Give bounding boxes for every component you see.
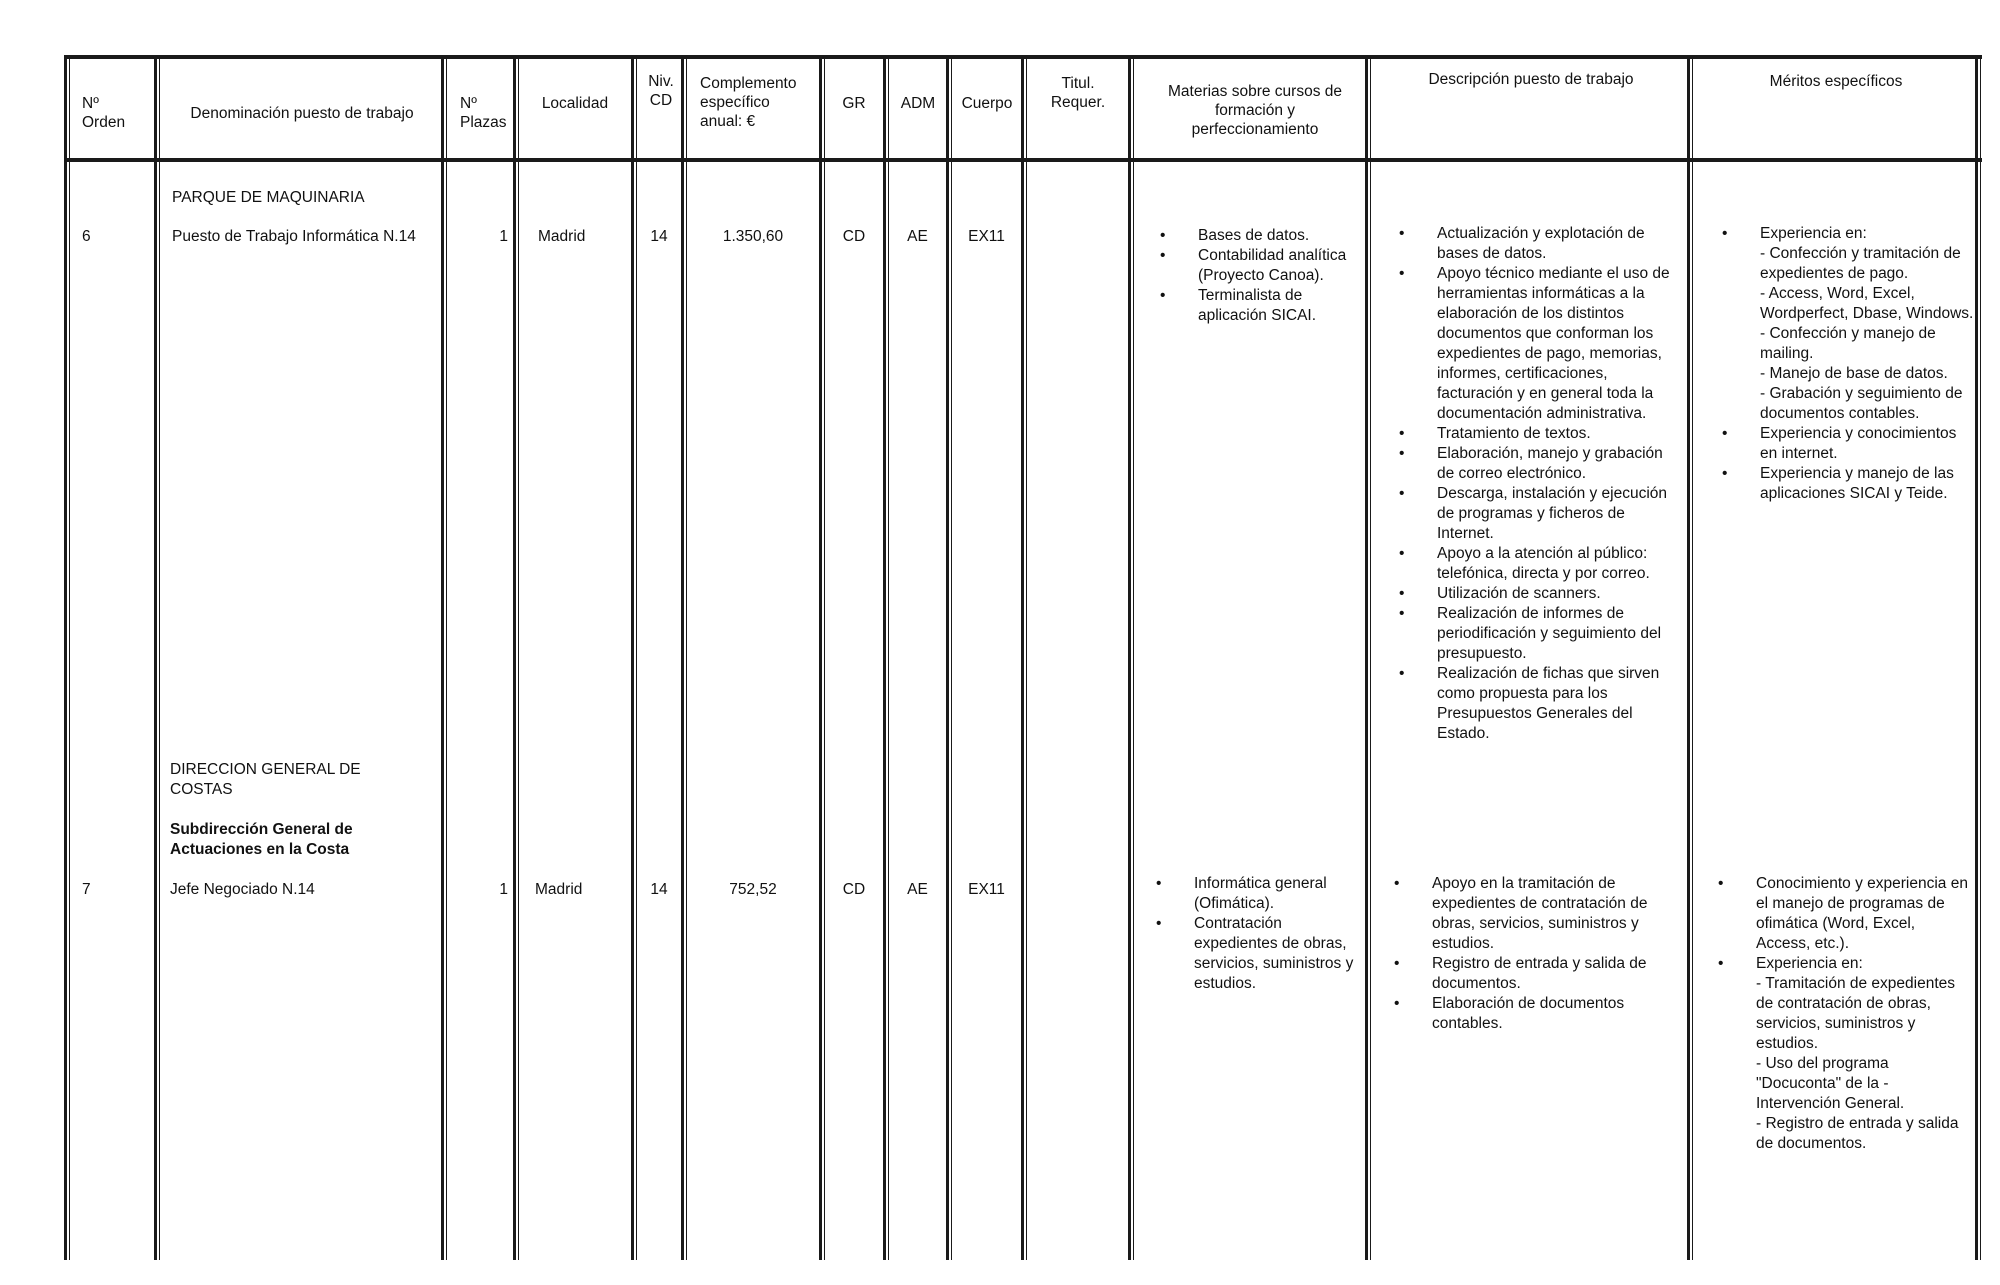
column-divider <box>1128 55 1131 1260</box>
row-meritos <box>1760 224 1975 504</box>
list-item: • Apoyo en la tramitación de expedientes de contratación de obras, servicios, suministros y estudios. <box>1432 874 1677 954</box>
column-divider <box>1980 55 1981 1260</box>
header-adm: ADM <box>900 95 936 112</box>
header-denominacion: Denominación puesto de trabajo <box>190 105 414 122</box>
list-item: • Experiencia en: - Tramitación de expedientes de contratación de obras, servicios, suministros y estudios. - Uso del programa "Docuconta" de la -Intervención General. - Registro de entrada y salida de documentos. <box>1756 954 1972 1154</box>
row-descripcion <box>1432 874 1677 1034</box>
column-divider <box>946 55 949 1260</box>
list-item: • Realización de fichas que sirven como propuesta para los Presupuestos Generales del Estado. <box>1437 664 1682 744</box>
row-gr: CD <box>842 228 866 245</box>
header-nivel: Niv. CD <box>648 73 674 109</box>
row-complemento: 752,52 <box>729 881 777 898</box>
list-item: • Bases de datos. <box>1198 226 1360 246</box>
column-divider <box>518 55 519 1260</box>
header-titul: Titul. Requer. <box>1050 75 1106 111</box>
header-orden: Nº Orden <box>82 95 126 131</box>
row-plazas: 1 <box>499 228 508 245</box>
row-materias <box>1194 874 1360 994</box>
row-nivel: 14 <box>650 228 668 245</box>
list-item: • Experiencia en: - Confección y tramitación de expedientes de pago. - Access, Word, Excel, Wordperfect, Dbase, Windows. - Confección y manejo de mailing. - Manejo de base de datos. - Grabación y seguimiento de documentos contables. <box>1760 224 1975 424</box>
row-denominacion: Jefe Negociado N.14 <box>170 881 315 898</box>
row-adm: AE <box>907 228 928 245</box>
column-divider <box>154 55 157 1260</box>
column-divider <box>631 55 634 1260</box>
list-item: • Informática general (Ofimática). <box>1194 874 1360 914</box>
column-divider <box>64 55 67 1260</box>
row-orden: 6 <box>82 228 91 245</box>
row-adm: AE <box>907 881 928 898</box>
list-item: • Registro de entrada y salida de documentos. <box>1432 954 1677 994</box>
list-item: • Elaboración de documentos contables. <box>1432 994 1677 1034</box>
column-divider <box>1026 55 1027 1260</box>
column-divider <box>69 55 70 1260</box>
column-divider <box>686 55 687 1260</box>
header-bottom-border <box>66 158 1982 162</box>
row-nivel: 14 <box>650 881 668 898</box>
row-denominacion: Puesto de Trabajo Informática N.14 <box>172 228 416 245</box>
list-item: • Contabilidad analítica (Proyecto Canoa). <box>1198 246 1360 286</box>
section-subtitle: Subdirección General de Actuaciones en la Costa <box>170 821 353 858</box>
column-divider <box>1133 55 1134 1260</box>
column-divider <box>159 55 160 1260</box>
section-title: DIRECCION GENERAL DE COSTAS <box>170 761 361 798</box>
row-orden: 7 <box>82 881 91 898</box>
table-top-border <box>66 55 1982 59</box>
column-divider <box>1687 55 1690 1260</box>
header-meritos: Méritos específicos <box>1769 73 1903 90</box>
row-materias <box>1198 226 1360 326</box>
row-gr: CD <box>842 881 866 898</box>
row-complemento: 1.350,60 <box>722 228 784 245</box>
list-item: • Apoyo técnico mediante el uso de herramientas informáticas a la elaboración de los distintos documentos que conforman los expedientes de pago, memorias, informes, certificaciones, facturación y en general toda la documentación administrativa. <box>1437 264 1682 424</box>
column-divider <box>1021 55 1024 1260</box>
list-item: • Experiencia y manejo de las aplicaciones SICAI y Teide. <box>1760 464 1975 504</box>
list-item: • Descarga, instalación y ejecución de programas y ficheros de Internet. <box>1437 484 1682 544</box>
column-divider <box>1692 55 1693 1260</box>
column-divider <box>819 55 822 1260</box>
row-descripcion <box>1437 224 1682 744</box>
header-descripcion: Descripción puesto de trabajo <box>1428 71 1634 88</box>
list-item: • Elaboración, manejo y grabación de correo electrónico. <box>1437 444 1682 484</box>
row-cuerpo: EX11 <box>968 228 1005 245</box>
header-materias: Materias sobre cursos de formación y perfeccionamiento <box>1167 83 1343 138</box>
column-divider <box>1975 55 1978 1260</box>
list-item: • Experiencia y conocimientos en internet. <box>1760 424 1975 464</box>
column-divider <box>441 55 444 1260</box>
row-localidad: Madrid <box>535 881 583 898</box>
header-localidad: Localidad <box>541 95 609 112</box>
list-item: • Conocimiento y experiencia en el manejo de programas de ofimática (Word, Excel, Access, etc.). <box>1756 874 1972 954</box>
header-plazas: Nº Plazas <box>460 95 507 131</box>
header-complemento: Complemento específico anual: € <box>700 75 797 130</box>
column-divider <box>883 55 886 1260</box>
list-item: • Actualización y explotación de bases de datos. <box>1437 224 1682 264</box>
list-item: • Contratación expedientes de obras, servicios, suministros y estudios. <box>1194 914 1360 994</box>
column-divider <box>1365 55 1368 1260</box>
header-cuerpo: Cuerpo <box>961 95 1013 112</box>
list-item: • Utilización de scanners. <box>1437 584 1682 604</box>
row-plazas: 1 <box>499 881 508 898</box>
row-cuerpo: EX11 <box>968 881 1005 898</box>
list-item: • Realización de informes de periodificación y seguimiento del presupuesto. <box>1437 604 1682 664</box>
column-divider <box>1370 55 1371 1260</box>
section-title: PARQUE DE MAQUINARIA <box>172 189 365 206</box>
row-localidad: Madrid <box>538 228 586 245</box>
header-gr: GR <box>842 95 866 112</box>
column-divider <box>681 55 684 1260</box>
list-item: • Tratamiento de textos. <box>1437 424 1682 444</box>
list-item: • Apoyo a la atención al público: telefónica, directa y por correo. <box>1437 544 1682 584</box>
row-meritos <box>1756 874 1972 1154</box>
list-item: • Terminalista de aplicación SICAI. <box>1198 286 1360 326</box>
column-divider <box>513 55 516 1260</box>
